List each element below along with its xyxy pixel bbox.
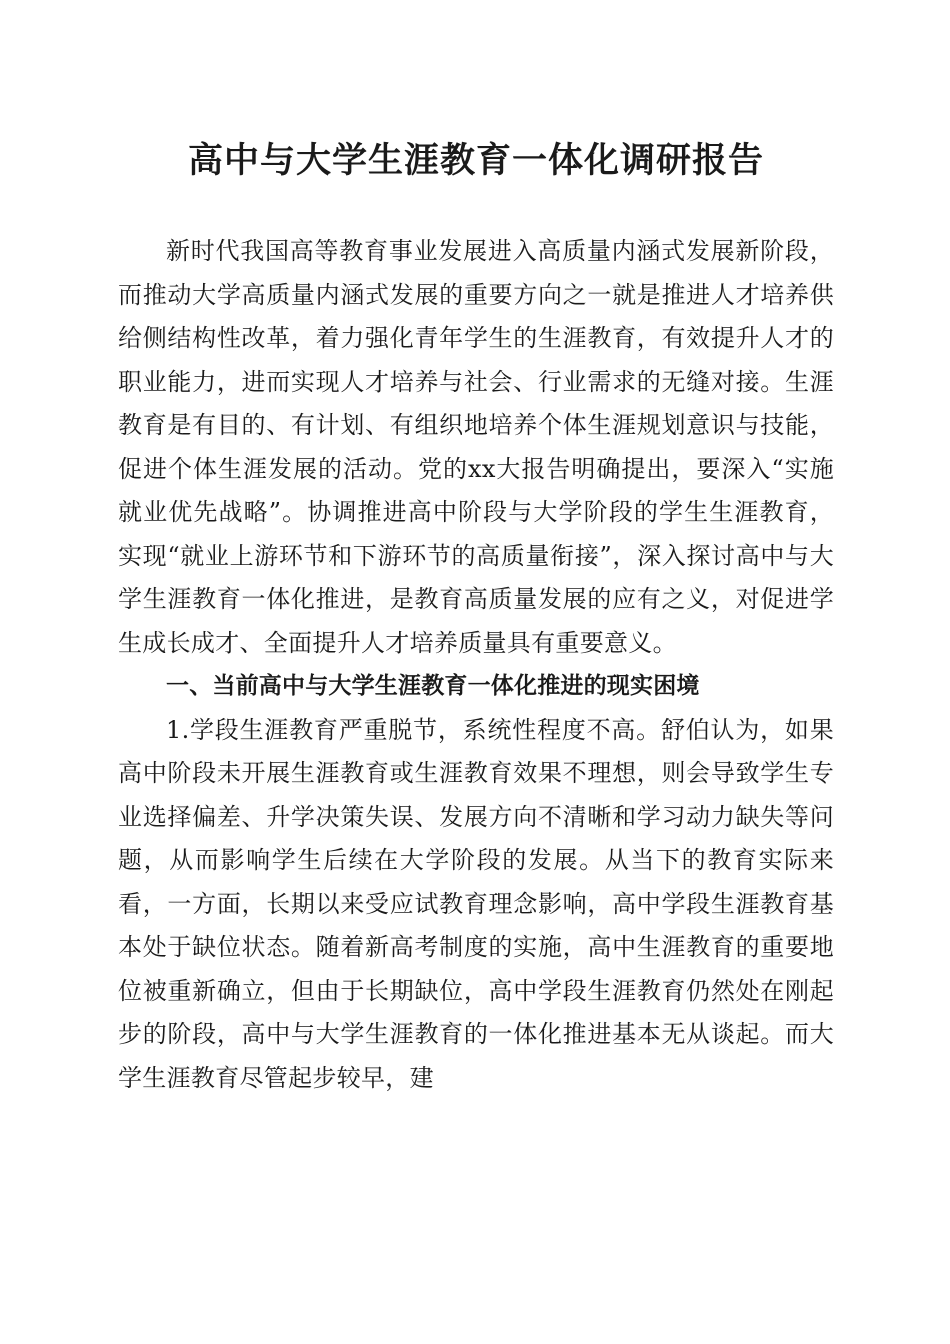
- section-1-heading: 一、当前高中与大学生涯教育一体化推进的现实困境: [166, 673, 700, 699]
- intro-paragraph: 新时代我国高等教育事业发展进入高质量内涵式发展新阶段，而推动大学高质量内涵式发展的重要方向之一就是推进人才培养供给侧结构性改革，着力强化青年学生的生涯教育，有效提升人才的职业能力，进而实现人才培养与社会、行业需求的无缝对接。生涯教育是有目的、有计划、有组织地培养个体生涯规划意识与技能，促进个体生涯发展的活动。党的xx大报告明确提出，要深入“实施就业优先战略”。协调推进高中阶段与大学阶段的学生生涯教育，实现“就业上游环节和下游环节的高质量衔接”，深入探讨高中与大学生涯教育一体化推进，是教育高质量发展的应有之义，对促进学生成长成才、全面提升人才培养质量具有重要意义。: [118, 237, 834, 657]
- section-1-paragraph-1: 1.学段生涯教育严重脱节，系统性程度不高。舒伯认为，如果高中阶段未开展生涯教育或生涯教育效果不理想，则会导致学生专业选择偏差、升学决策失误、发展方向不清晰和学习动力缺失等问题，从而影响学生后续在大学阶段的发展。从当下的教育实际来看，一方面，长期以来受应试教育理念影响，高中学段生涯教育基本处于缺位状态。随着新高考制度的实施，高中生涯教育的重要地位被重新确立，但由于长期缺位，高中学段生涯教育仍然处在刚起步的阶段，高中与大学生涯教育的一体化推进基本无从谈起。而大学生涯教育尽管起步较早，建: [118, 715, 834, 1092]
- document-body: [118, 230, 834, 1100]
- document-title: 高中与大学生涯教育一体化调研报告: [187, 140, 764, 181]
